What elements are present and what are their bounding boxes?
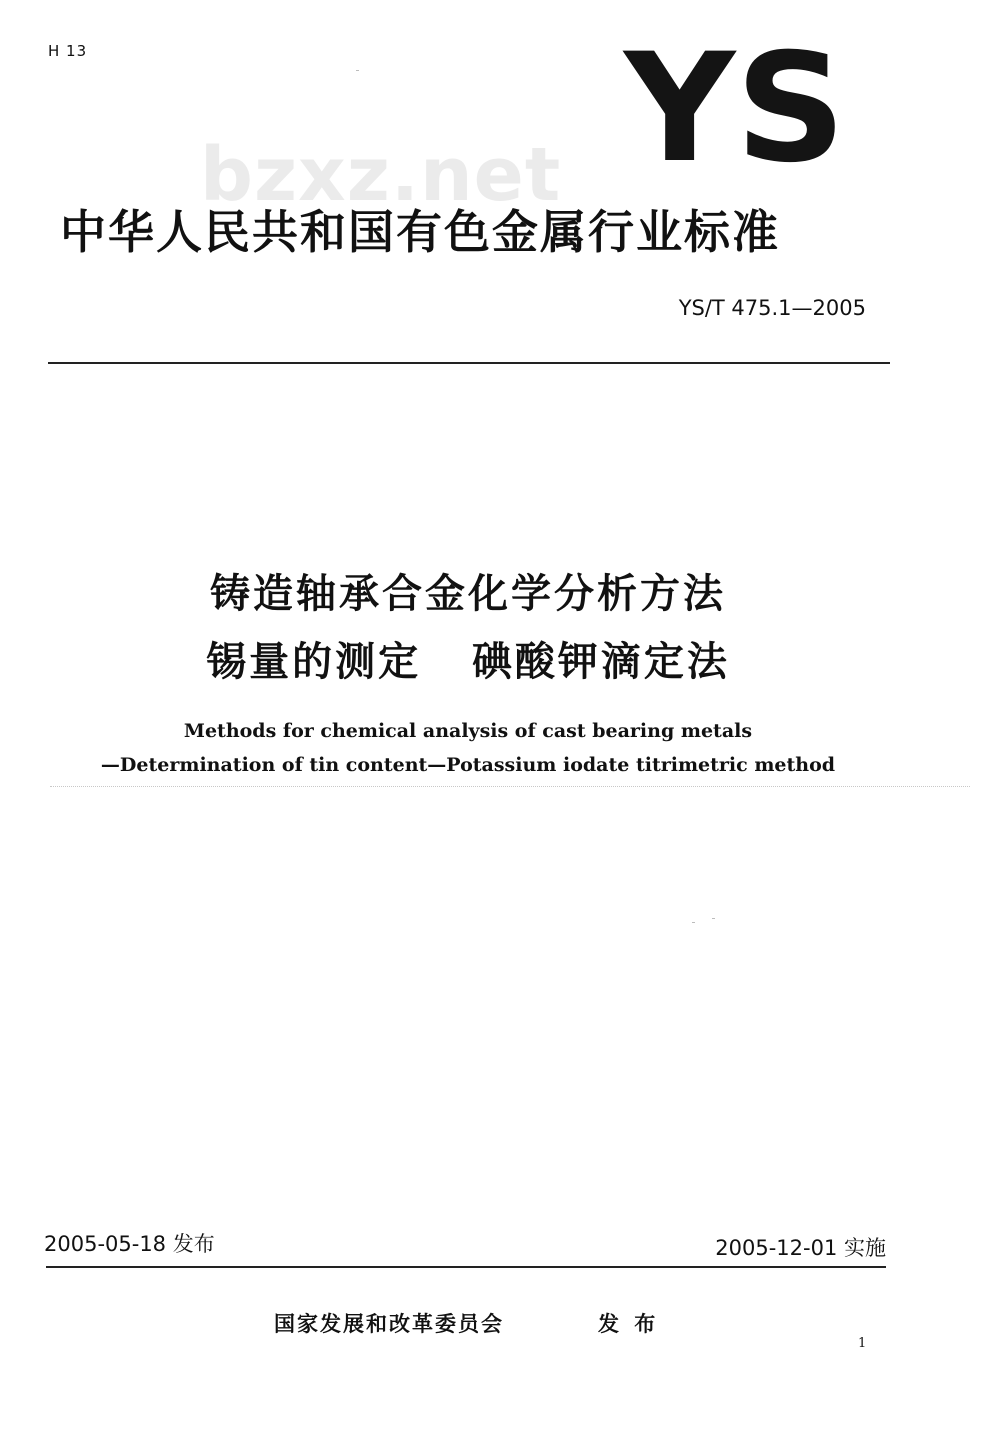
publish-label: 发 布 [598,1312,660,1336]
standard-number: YS/T 475.1—2005 [678,296,866,320]
publisher: 国家发展和改革委员会 [274,1312,504,1336]
scan-speck [692,922,695,923]
issue-date: 2005-05-18 发布 [44,1232,215,1256]
scan-speck [356,70,359,71]
standard-title: 中华人民共和国有色金属行业标准 [60,205,780,259]
ys-logo [620,42,850,172]
scan-speck [712,918,715,919]
page-number: 1 [858,1336,867,1351]
implementation-date: 2005-12-01 实施 [715,1236,886,1260]
en-title-line2: —Determination of tin content—Potassium iodate titrimetric method [100,754,836,776]
header-divider [48,362,890,364]
classification-code: H 13 [48,42,88,60]
cn-title-line1: 铸造轴承合金化学分析方法 [210,571,726,617]
en-title-line1: Methods for chemical analysis of cast bearing metals [183,720,753,742]
ys-logo-text: YS [621,42,846,172]
footer-divider [46,1266,886,1268]
watermark: bzxz.net [200,132,562,218]
cn-title-line2: 锡量的测定 碘酸钾滴定法 [206,639,730,685]
scan-artifact-line [50,786,970,787]
